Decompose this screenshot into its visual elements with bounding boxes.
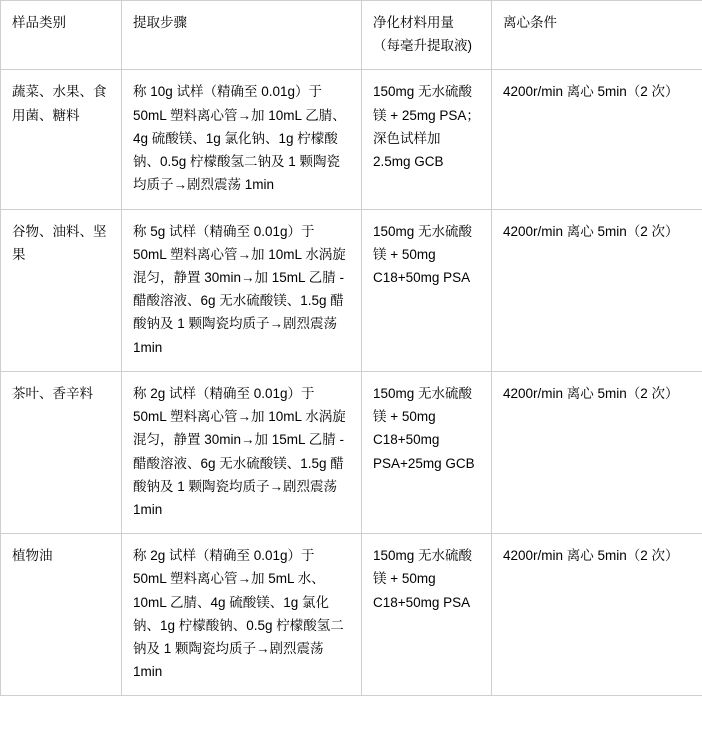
cell-centrifuge-conditions-text: 4200r/min 离心 5min（2 次）	[503, 84, 679, 100]
column-header-sample-category-label: 样品类别	[12, 15, 66, 30]
cell-extraction-steps-text: 称 5g 试样（精确至 0.01g）于 50mL 塑料离心管→加 10mL 水涡旋混匀，静置 30min→加 15mL 乙腈 - 醋酸溶液、6g 无水硫酸镁、1.5g 醋酸钠及 1 颗陶瓷均质子→剧烈震荡 1min	[133, 223, 348, 355]
table-row	[1, 70, 702, 209]
cell-centrifuge-conditions-text: 4200r/min 离心 5min（2 次）	[503, 548, 679, 564]
column-header-extraction-steps-label: 提取步骤	[133, 15, 187, 30]
cell-extraction-steps	[122, 371, 362, 533]
table-row	[1, 209, 702, 371]
cell-extraction-steps-text: 称 2g 试样（精确至 0.01g）于 50mL 塑料离心管→加 5mL 水、10mL 乙腈、4g 硫酸镁、1g 氯化钠、1g 柠檬酸钠、0.5g 柠檬酸氢二钠及 1 颗陶瓷均质子→剧烈震荡 1min	[133, 548, 344, 680]
column-header-centrifuge-conditions	[492, 1, 702, 70]
cell-sample-category-text: 谷物、油料、坚果	[12, 223, 107, 262]
cell-sample-category-text: 植物油	[12, 548, 53, 564]
cell-sample-category	[1, 371, 122, 533]
cell-centrifuge-conditions-text: 4200r/min 离心 5min（2 次）	[503, 223, 679, 239]
cell-sample-category	[1, 70, 122, 209]
table-header-row	[1, 1, 702, 70]
column-header-extraction-steps	[122, 1, 362, 70]
cell-cleanup-material	[362, 534, 492, 696]
table-body	[1, 70, 702, 696]
column-header-centrifuge-conditions-label: 离心条件	[503, 15, 557, 30]
cell-extraction-steps	[122, 534, 362, 696]
cell-centrifuge-conditions	[492, 209, 702, 371]
column-header-cleanup-material-amount	[362, 1, 492, 70]
cell-cleanup-material-text: 150mg 无水硫酸镁 + 50mg C18+50mg PSA+25mg GCB	[373, 385, 475, 471]
cell-sample-category-text: 茶叶、香辛料	[12, 385, 93, 401]
cell-extraction-steps	[122, 209, 362, 371]
cell-extraction-steps-text: 称 10g 试样（精确至 0.01g）于 50mL 塑料离心管→加 10mL 乙腈、4g 硫酸镁、1g 氯化钠、1g 柠檬酸钠、0.5g 柠檬酸氢二钠及 1 颗陶瓷均质子→剧烈震荡 1min	[133, 84, 346, 193]
cell-cleanup-material	[362, 70, 492, 209]
cell-cleanup-material	[362, 209, 492, 371]
cell-centrifuge-conditions	[492, 70, 702, 209]
table-row	[1, 534, 702, 696]
cell-sample-category	[1, 209, 122, 371]
cell-cleanup-material-text: 150mg 无水硫酸镁 + 50mg C18+50mg PSA	[373, 548, 473, 610]
cell-centrifuge-conditions	[492, 534, 702, 696]
cell-centrifuge-conditions-text: 4200r/min 离心 5min（2 次）	[503, 385, 679, 401]
cell-sample-category	[1, 534, 122, 696]
cell-extraction-steps-text: 称 2g 试样（精确至 0.01g）于 50mL 塑料离心管→加 10mL 水涡旋混匀，静置 30min→加 15mL 乙腈 - 醋酸溶液、6g 无水硫酸镁、1.5g 醋酸钠及 1 颗陶瓷均质子→剧烈震荡 1min	[133, 385, 348, 517]
column-header-sample-category	[1, 1, 122, 70]
cell-cleanup-material	[362, 371, 492, 533]
cell-extraction-steps	[122, 70, 362, 209]
cell-sample-category-text: 蔬菜、水果、食用菌、糖料	[12, 84, 107, 123]
column-header-cleanup-material-amount-label: 净化材料用量（每毫升提取液)	[373, 15, 472, 54]
cell-centrifuge-conditions	[492, 371, 702, 533]
table-header	[1, 1, 702, 70]
cell-cleanup-material-text: 150mg 无水硫酸镁 + 25mg PSA；深色试样加 2.5mg GCB	[373, 84, 480, 170]
table-row	[1, 371, 702, 533]
cell-cleanup-material-text: 150mg 无水硫酸镁 + 50mg C18+50mg PSA	[373, 223, 473, 285]
